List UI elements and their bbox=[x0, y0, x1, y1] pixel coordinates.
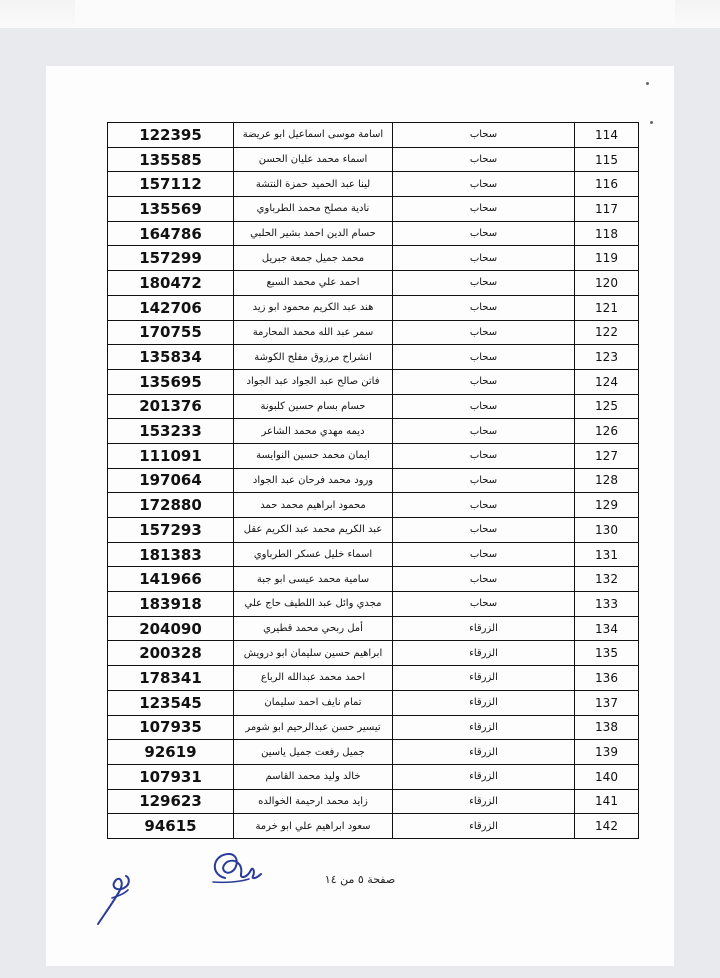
id-cell: 135695 bbox=[108, 369, 234, 394]
number-cell: 130 bbox=[575, 518, 639, 543]
table-row bbox=[108, 567, 639, 592]
number-cell: 142 bbox=[575, 814, 639, 839]
table-row bbox=[108, 764, 639, 789]
name-cell: حسام بسام حسين كلبونة bbox=[234, 394, 393, 419]
name-cell: مجدي وائل عبد اللطيف حاج علي bbox=[234, 592, 393, 617]
id-cell: 200328 bbox=[108, 641, 234, 666]
name-cell: عبد الكريم محمد عبد الكريم عقل bbox=[234, 518, 393, 543]
table-row bbox=[108, 518, 639, 543]
name-cell: ايمان محمد حسين النوايسة bbox=[234, 443, 393, 468]
table-row bbox=[108, 814, 639, 839]
name-cell: لينا عبد الحميد حمزة النتشة bbox=[234, 172, 393, 197]
name-cell: ورود محمد فرحان عبد الجواد bbox=[234, 468, 393, 493]
number-cell: 126 bbox=[575, 419, 639, 444]
id-cell: 164786 bbox=[108, 221, 234, 246]
number-cell: 122 bbox=[575, 320, 639, 345]
table-row bbox=[108, 320, 639, 345]
name-cell: تمام نايف احمد سليمان bbox=[234, 690, 393, 715]
table-row bbox=[108, 246, 639, 271]
city-cell: سحاب bbox=[393, 369, 575, 394]
table-row bbox=[108, 295, 639, 320]
id-cell: 157293 bbox=[108, 518, 234, 543]
scan-speck bbox=[646, 82, 649, 85]
id-cell: 141966 bbox=[108, 567, 234, 592]
id-cell: 135585 bbox=[108, 147, 234, 172]
number-cell: 119 bbox=[575, 246, 639, 271]
number-cell: 127 bbox=[575, 443, 639, 468]
city-cell: سحاب bbox=[393, 542, 575, 567]
name-cell: خالد وليد محمد القاسم bbox=[234, 764, 393, 789]
number-cell: 139 bbox=[575, 740, 639, 765]
name-cell: محمود ابراهيم محمد حمد bbox=[234, 493, 393, 518]
number-cell: 132 bbox=[575, 567, 639, 592]
table-row bbox=[108, 443, 639, 468]
city-cell: سحاب bbox=[393, 592, 575, 617]
id-cell: 181383 bbox=[108, 542, 234, 567]
id-cell: 204090 bbox=[108, 616, 234, 641]
id-cell: 197064 bbox=[108, 468, 234, 493]
table-row bbox=[108, 690, 639, 715]
city-cell: سحاب bbox=[393, 147, 575, 172]
name-cell: ديمه مهدي محمد الشاعر bbox=[234, 419, 393, 444]
city-cell: الزرقاء bbox=[393, 715, 575, 740]
table-row bbox=[108, 419, 639, 444]
number-cell: 114 bbox=[575, 123, 639, 148]
city-cell: سحاب bbox=[393, 295, 575, 320]
number-cell: 128 bbox=[575, 468, 639, 493]
city-cell: سحاب bbox=[393, 518, 575, 543]
table-row bbox=[108, 666, 639, 691]
city-cell: سحاب bbox=[393, 567, 575, 592]
city-cell: سحاب bbox=[393, 394, 575, 419]
signature-mark bbox=[90, 868, 138, 930]
id-cell: 170755 bbox=[108, 320, 234, 345]
table-body bbox=[108, 123, 639, 839]
table-row bbox=[108, 789, 639, 814]
table-row bbox=[108, 493, 639, 518]
id-cell: 172880 bbox=[108, 493, 234, 518]
name-cell: محمد جميل جمعة جبريل bbox=[234, 246, 393, 271]
table-row bbox=[108, 123, 639, 148]
number-cell: 115 bbox=[575, 147, 639, 172]
city-cell: سحاب bbox=[393, 419, 575, 444]
id-cell: 142706 bbox=[108, 295, 234, 320]
city-cell: الزرقاء bbox=[393, 616, 575, 641]
table-row bbox=[108, 740, 639, 765]
number-cell: 138 bbox=[575, 715, 639, 740]
name-cell: فاتن صالح عبد الجواد عبد الجواد bbox=[234, 369, 393, 394]
id-cell: 157299 bbox=[108, 246, 234, 271]
number-cell: 129 bbox=[575, 493, 639, 518]
number-cell: 131 bbox=[575, 542, 639, 567]
name-cell: أمل ربحي محمد قطيري bbox=[234, 616, 393, 641]
number-cell: 117 bbox=[575, 197, 639, 222]
table-row bbox=[108, 394, 639, 419]
number-cell: 118 bbox=[575, 221, 639, 246]
name-cell: اسماء خليل عسكر الطرباوي bbox=[234, 542, 393, 567]
name-cell: انشراح مرزوق مفلح الكوشة bbox=[234, 345, 393, 370]
city-cell: الزرقاء bbox=[393, 814, 575, 839]
id-cell: 92619 bbox=[108, 740, 234, 765]
top-strip-inner bbox=[75, 0, 675, 26]
top-strip bbox=[0, 0, 720, 28]
city-cell: الزرقاء bbox=[393, 740, 575, 765]
city-cell: الزرقاء bbox=[393, 789, 575, 814]
id-cell: 178341 bbox=[108, 666, 234, 691]
table-row bbox=[108, 715, 639, 740]
city-cell: سحاب bbox=[393, 172, 575, 197]
table-row bbox=[108, 468, 639, 493]
id-cell: 94615 bbox=[108, 814, 234, 839]
id-cell: 123545 bbox=[108, 690, 234, 715]
number-cell: 123 bbox=[575, 345, 639, 370]
signature-initials bbox=[205, 848, 267, 890]
city-cell: سحاب bbox=[393, 221, 575, 246]
table-row bbox=[108, 197, 639, 222]
number-cell: 121 bbox=[575, 295, 639, 320]
city-cell: الزرقاء bbox=[393, 690, 575, 715]
name-cell: اسامة موسى اسماعيل ابو عريضة bbox=[234, 123, 393, 148]
id-cell: 180472 bbox=[108, 271, 234, 296]
scan-speck bbox=[650, 121, 653, 124]
name-cell: سمر عبد الله محمد المحارمة bbox=[234, 320, 393, 345]
city-cell: سحاب bbox=[393, 345, 575, 370]
table-row bbox=[108, 641, 639, 666]
table-row bbox=[108, 616, 639, 641]
table-row bbox=[108, 345, 639, 370]
number-cell: 134 bbox=[575, 616, 639, 641]
id-cell: 107935 bbox=[108, 715, 234, 740]
name-cell: حسام الدين احمد بشير الحلبي bbox=[234, 221, 393, 246]
id-cell: 111091 bbox=[108, 443, 234, 468]
id-cell: 129623 bbox=[108, 789, 234, 814]
number-cell: 140 bbox=[575, 764, 639, 789]
city-cell: الزرقاء bbox=[393, 641, 575, 666]
number-cell: 133 bbox=[575, 592, 639, 617]
city-cell: سحاب bbox=[393, 271, 575, 296]
city-cell: الزرقاء bbox=[393, 764, 575, 789]
number-cell: 125 bbox=[575, 394, 639, 419]
number-cell: 116 bbox=[575, 172, 639, 197]
city-cell: سحاب bbox=[393, 443, 575, 468]
name-cell: زايد محمد ارحيمة الخوالده bbox=[234, 789, 393, 814]
name-cell: سعود ابراهيم علي ابو خرمة bbox=[234, 814, 393, 839]
name-cell: جميل رفعت جميل ياسين bbox=[234, 740, 393, 765]
names-table bbox=[107, 122, 639, 839]
table-row bbox=[108, 271, 639, 296]
id-cell: 201376 bbox=[108, 394, 234, 419]
id-cell: 183918 bbox=[108, 592, 234, 617]
number-cell: 136 bbox=[575, 666, 639, 691]
name-cell: ابراهيم حسين سليمان ابو درويش bbox=[234, 641, 393, 666]
page-number: صفحة ٥ من ١٤ bbox=[324, 873, 396, 886]
city-cell: سحاب bbox=[393, 246, 575, 271]
table-row bbox=[108, 172, 639, 197]
number-cell: 137 bbox=[575, 690, 639, 715]
id-cell: 135834 bbox=[108, 345, 234, 370]
number-cell: 124 bbox=[575, 369, 639, 394]
name-cell: احمد علي محمد السبع bbox=[234, 271, 393, 296]
name-cell: سامية محمد عيسى ابو جبة bbox=[234, 567, 393, 592]
number-cell: 120 bbox=[575, 271, 639, 296]
city-cell: سحاب bbox=[393, 320, 575, 345]
table-row bbox=[108, 369, 639, 394]
number-cell: 135 bbox=[575, 641, 639, 666]
name-cell: اسماء محمد عليان الحسن bbox=[234, 147, 393, 172]
name-cell: احمد محمد عبدالله الرباع bbox=[234, 666, 393, 691]
id-cell: 157112 bbox=[108, 172, 234, 197]
table-row bbox=[108, 542, 639, 567]
city-cell: سحاب bbox=[393, 493, 575, 518]
number-cell: 141 bbox=[575, 789, 639, 814]
city-cell: سحاب bbox=[393, 468, 575, 493]
table-row bbox=[108, 592, 639, 617]
city-cell: الزرقاء bbox=[393, 666, 575, 691]
id-cell: 107931 bbox=[108, 764, 234, 789]
table-row bbox=[108, 221, 639, 246]
id-cell: 122395 bbox=[108, 123, 234, 148]
id-cell: 153233 bbox=[108, 419, 234, 444]
city-cell: سحاب bbox=[393, 123, 575, 148]
name-cell: هند عبد الكريم محمود ابو زيد bbox=[234, 295, 393, 320]
table-row bbox=[108, 147, 639, 172]
city-cell: سحاب bbox=[393, 197, 575, 222]
name-cell: نادية مصلح محمد الطرباوي bbox=[234, 197, 393, 222]
id-cell: 135569 bbox=[108, 197, 234, 222]
name-cell: تيسير حسن عبدالرحيم ابو شومر bbox=[234, 715, 393, 740]
